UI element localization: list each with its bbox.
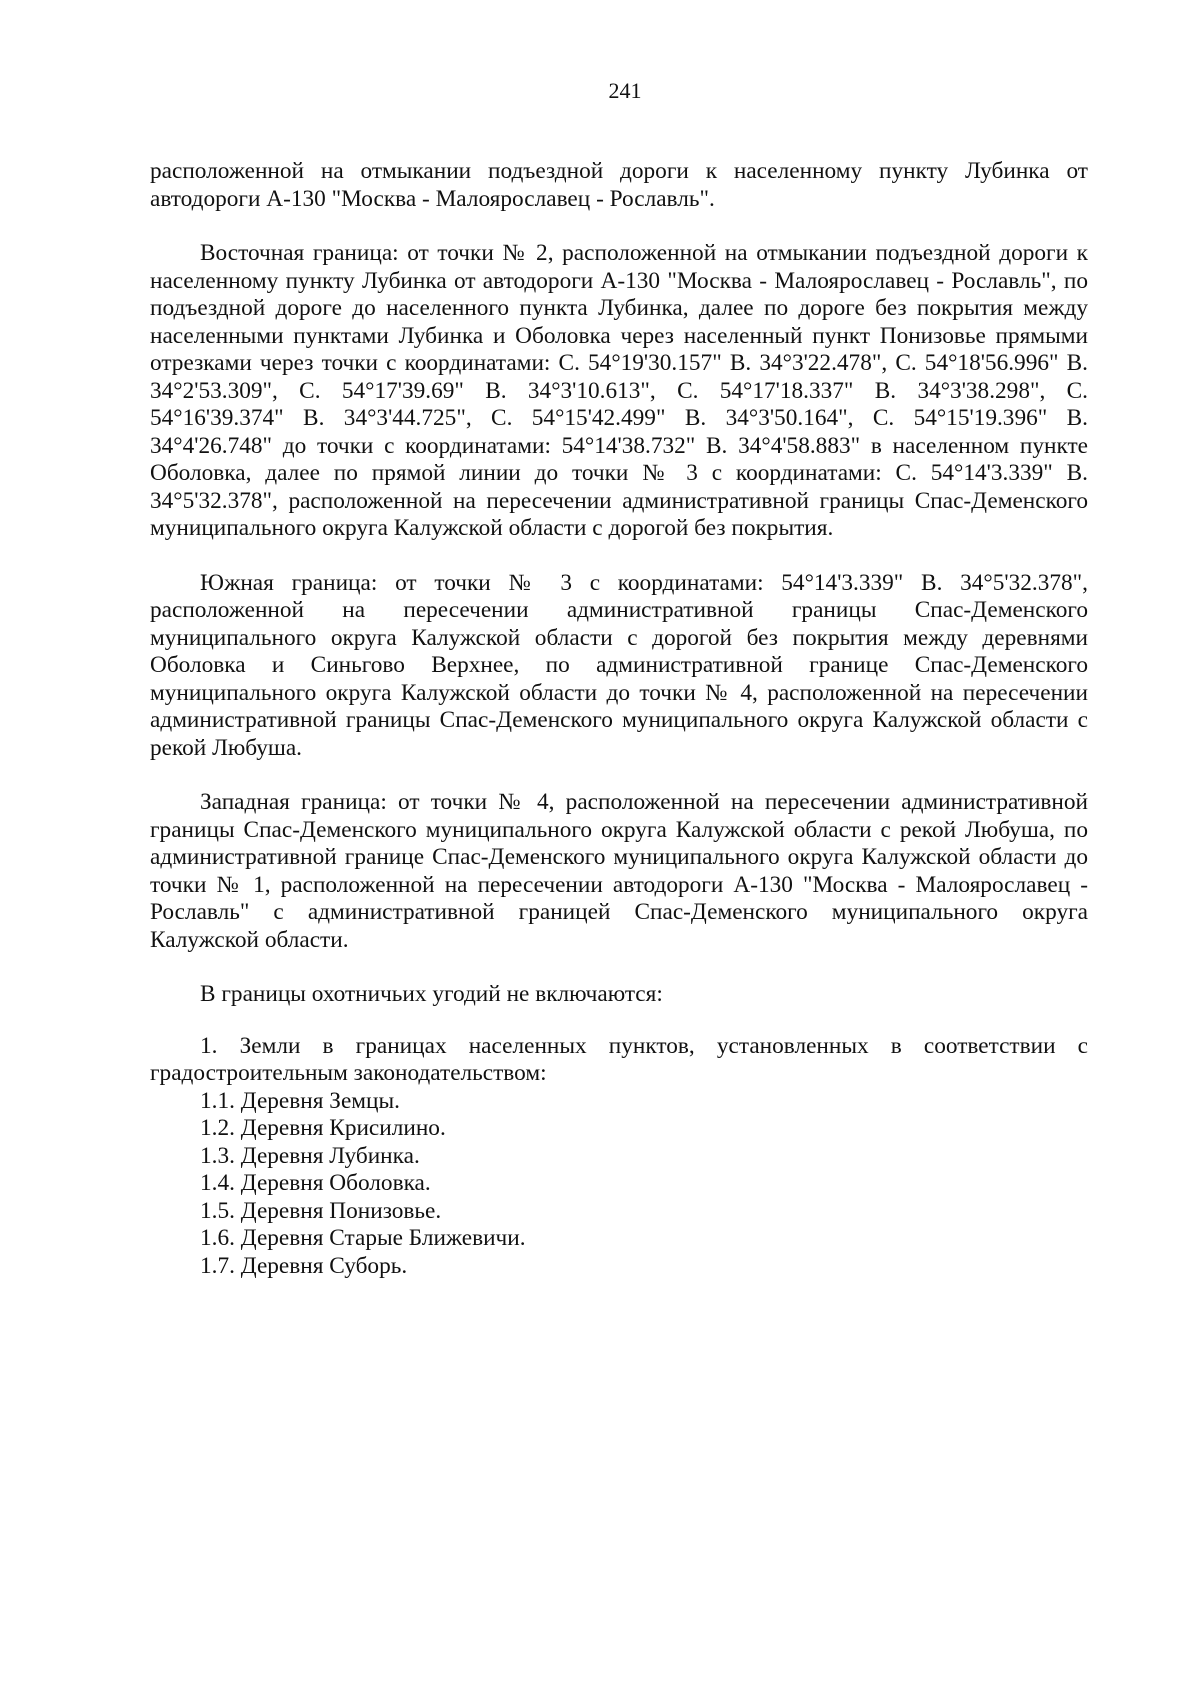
paragraph-western-boundary: Западная граница: от точки № 4, расположенной на пересечении административной границы Спас-Деменского муниципального округа Калужской области с рекой Любуша, по административной границе Спас-Деменского муниципального округа Калужской области до точки № 1, расположенной на пересечении автодороги А-130 "Москва - Малоярославец - Рославль" с административной границей Спас-Деменского муниципального округа Калужской области. xyxy=(150,789,1088,953)
list-item: 1.3. Деревня Лубинка. xyxy=(200,1142,420,1169)
paragraph-settlement-lands: 1. Земли в границах населенных пунктов, установленных в соответствии с градостроительным законодательством: xyxy=(150,1032,1088,1086)
settlement-list xyxy=(150,1088,1088,1281)
paragraph-continuation: расположенной на отмыкании подъездной дороги к населенному пункту Лубинка от автодороги А-130 "Москва - Малоярославец - Рославль". xyxy=(150,158,1088,212)
list-item: 1.7. Деревня Суборь. xyxy=(200,1252,408,1279)
list-item: 1.5. Деревня Понизовье. xyxy=(200,1197,442,1224)
paragraph-exclusions-heading: В границы охотничьих угодий не включаются: xyxy=(200,981,663,1007)
list-item: 1.6. Деревня Старые Ближевичи. xyxy=(200,1225,526,1251)
list-item: 1.1. Деревня Земцы. xyxy=(200,1087,400,1114)
paragraph-eastern-boundary: Восточная граница: от точки № 2, расположенной на отмыкании подъездной дороги к населенному пункту Лубинка от автодороги А-130 "Москва - Малоярославец - Рославль", по подъездной дороге до населенного пункта Лубинка, далее по дороге без покрытия между населенными пунктами Лубинка и Оболовка через населенный пункт Понизовье прямыми отрезками через точки с координатами: С. 54°19'30.157" В. 34°3'22.478", С. 54°18'56.996" В. 34°2'53.309", С. 54°17'39.69" В. 34°3'10.613", С. 54°17'18.337" В. 34°3'38.298", С. 54°16'39.374" В. 34°3'44.725", С. 54°15'42.499" В. 34°3'50.164", С. 54°15'19.396" В. 34°4'26.748" до точки с координатами: 54°14'38.732" В. 34°4'58.883" в населенном пункте Оболовка, далее по прямой линии до точки № 3 с координатами: С. 54°14'3.339" В. 34°5'32.378", расположенной на пересечении административной границы Спас-Деменского муниципального округа Калужской области с дорогой без покрытия. xyxy=(150,240,1088,541)
list-item: 1.4. Деревня Оболовка. xyxy=(200,1170,431,1196)
page-number: 241 xyxy=(608,78,642,103)
document-body xyxy=(150,158,1088,1280)
paragraph-southern-boundary: Южная граница: от точки № 3 с координатами: 54°14'3.339" В. 34°5'32.378", расположенной на пересечении административной границы Спас-Деменского муниципального округа Калужской области с дорогой без покрытия между деревнями Оболовка и Синьгово Верхнее, по административной границе Спас-Деменского муниципального округа Калужской области до точки № 4, расположенной на пересечении административной границы Спас-Деменского муниципального округа Калужской области с рекой Любуша. xyxy=(150,569,1088,761)
list-item: 1.2. Деревня Крисилино. xyxy=(200,1115,446,1141)
